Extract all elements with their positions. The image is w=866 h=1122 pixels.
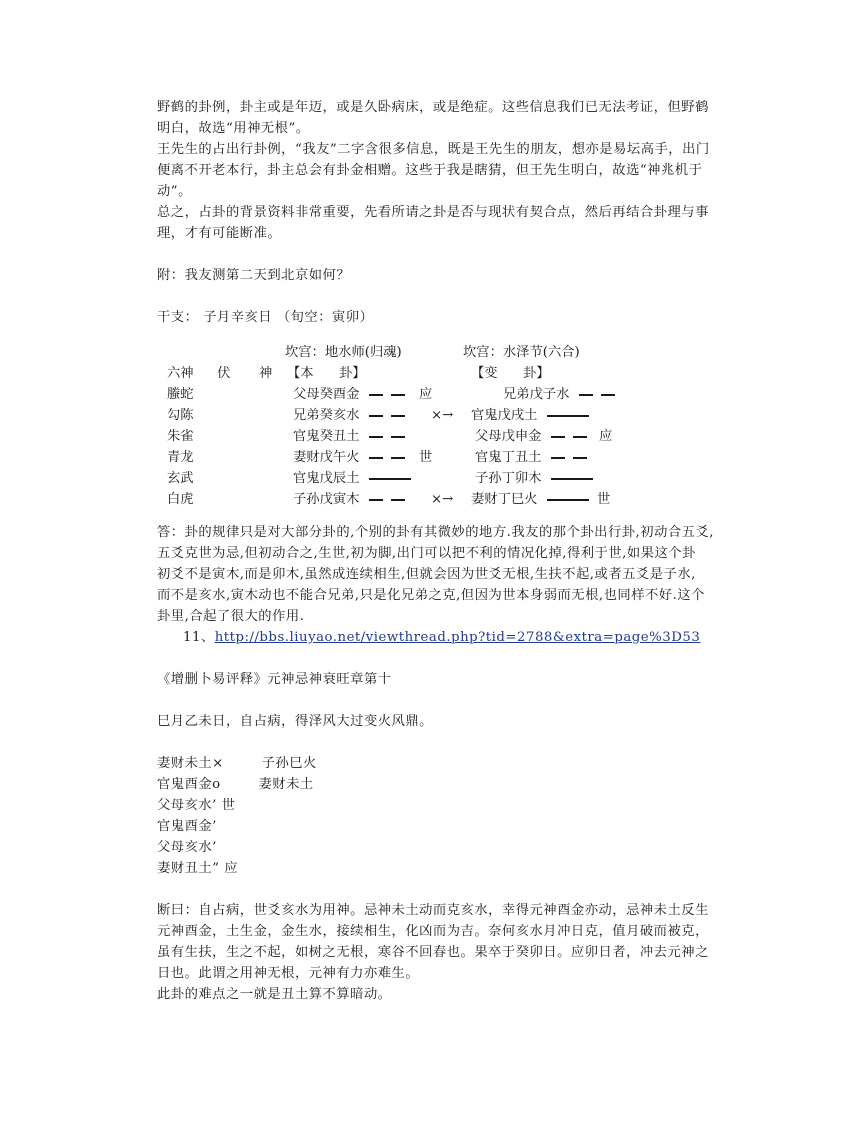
bian-gua-line: 子孙丁卯木 [475, 471, 542, 486]
judgment-line: 断曰：自占病，世爻亥水为用神。忌神未土动而克亥水，幸得元神酉金亦动，忌神未土反生 [157, 903, 709, 918]
col-shen: 神 [259, 366, 273, 381]
intro-line: 动”。 [157, 184, 192, 199]
answer-line: 卦里,合起了很大的作用. [157, 609, 305, 624]
moving-mark: ×→ [431, 408, 454, 423]
hexagram-line: 父母亥水’ [157, 840, 217, 855]
col-ben: 【本 卦】 [287, 366, 366, 381]
liushen-label: 青龙 [167, 450, 194, 465]
hexagram-line: 父母亥水’ 世 [157, 798, 236, 813]
yang-line [551, 468, 593, 489]
line-mark: 世 [597, 492, 611, 507]
yin-line [579, 384, 615, 405]
intro-line: 王先生的占出行卦例，“我友”二字含很多信息，既是王先生的朋友，想亦是易坛高手，出门 [157, 142, 710, 157]
bian-gua-line: 妻财丁巳火 [471, 492, 538, 507]
document-page [157, 97, 717, 1005]
moving-mark: ×→ [431, 492, 454, 507]
ben-gua-line: 父母癸酉金 [293, 387, 360, 402]
yin-line [369, 447, 405, 468]
ben-gua-line: 兄弟癸亥水 [293, 408, 360, 423]
yin-line [369, 426, 405, 447]
line-mark: 世 [419, 450, 433, 465]
hexagram-line: 官鬼酉金’ [157, 819, 217, 834]
answer-line: 五爻克世为忌,但初动合之,生世,初为脚,出门可以把不利的情况化掉,得利于世,如果这个卦 [157, 546, 696, 561]
judgment-line: 虽有生扶，生之不起，如树之无根，寒谷不回春也。果卒于癸卯日。应卯日者，冲去元神之 [157, 945, 709, 960]
liushen-label: 玄武 [167, 471, 194, 486]
intro-line: 明白，故选“用神无根”。 [157, 121, 310, 136]
answer-line: 而不是亥水,寅木动也不能合兄弟,只是化兄弟之克,但因为世本身弱而无根,也同样不好.这个 [157, 588, 705, 603]
intro-line: 便离不开老本行，卦主总会有卦金相赠。这些于我是瞎猜，但王先生明白，故选“神兆机于 [157, 163, 703, 178]
hexagram-line: 官鬼酉金o 妻财未土 [157, 777, 314, 792]
ben-gua-line: 官鬼癸丑土 [293, 429, 360, 444]
yin-line [369, 384, 405, 405]
reference-item [157, 627, 717, 648]
fu-question: 附：我友测第二天到北京如何？ [157, 268, 351, 283]
hexagram-line: 妻财未土× 子孙巳火 [157, 756, 317, 771]
yin-line [551, 426, 587, 447]
ben-gua-line: 子孙戊寅木 [293, 492, 360, 507]
yang-line [369, 468, 411, 489]
ben-gua-line: 官鬼戊辰土 [293, 471, 360, 486]
bian-gua-line: 官鬼丁丑土 [475, 450, 542, 465]
line-mark: 应 [599, 429, 613, 444]
intro-line: 野鹤的卦例，卦主或是年迈，或是久卧病床，或是绝症。这些信息我们已无法考证，但野鹤 [157, 100, 709, 115]
liushen-label: 白虎 [167, 492, 194, 507]
yin-line [369, 489, 405, 510]
chapter-title: 《增删卜易评释》元神忌神衰旺章第十 [157, 672, 392, 687]
bian-gua-line: 官鬼戊戌土 [471, 408, 538, 423]
judgment-line: 此卦的难点之一就是丑土算不算暗动。 [157, 987, 392, 1002]
gong-right: 坎宫：水泽节(六合) [463, 345, 580, 360]
judgment-line: 元神酉金，土生金，金生水，接续相生，化凶而为吉。奈何亥水月冲日克，值月破而被克， [157, 924, 709, 939]
liushen-label: 螣蛇 [167, 387, 194, 402]
judgment-line: 日也。此谓之用神无根，元神有力亦难生。 [157, 966, 420, 981]
gong-left: 坎宫：地水师(归魂) [285, 345, 402, 360]
hexagram-table [157, 342, 717, 512]
liushen-label: 勾陈 [167, 408, 194, 423]
yang-line [547, 405, 589, 426]
intro-line: 理，才有可能断准。 [157, 226, 282, 241]
yang-line [547, 489, 589, 510]
line-mark: 应 [419, 387, 433, 402]
col-liushen: 六神 [167, 366, 194, 381]
bian-gua-line: 兄弟戊子水 [503, 387, 570, 402]
answer-line: 初爻不是寅木,而是卯木,虽然成连续相生,但就会因为世爻无根,生扶不起,或者五爻是子水, [157, 567, 696, 582]
case-line: 巳月乙未日，自占病，得泽风大过变火风鼎。 [157, 714, 433, 729]
col-bian: 【变 卦】 [471, 366, 550, 381]
ganzhi-line: 干支： 子月辛亥日 （旬空：寅卯） [157, 310, 374, 325]
col-fu: 伏 [217, 366, 231, 381]
ben-gua-line: 妻财戊午火 [293, 450, 360, 465]
yin-line [551, 447, 587, 468]
intro-line: 总之，占卦的背景资料非常重要，先看所请之卦是否与现状有契合点，然后再结合卦理与事 [157, 205, 709, 220]
yin-line [369, 405, 405, 426]
bian-gua-line: 父母戊申金 [475, 429, 542, 444]
liushen-label: 朱雀 [167, 429, 194, 444]
thread-link[interactable]: http://bbs.liuyao.net/viewthread.php?tid=2788&extra=page%3D53 [214, 630, 701, 645]
hexagram-line: 妻财丑土” 应 [157, 861, 239, 876]
item-number: 11、 [183, 630, 215, 645]
answer-line: 答：卦的规律只是对大部分卦的,个别的卦有其微妙的地方.我友的那个卦出行卦,初动合五爻, [157, 525, 714, 540]
